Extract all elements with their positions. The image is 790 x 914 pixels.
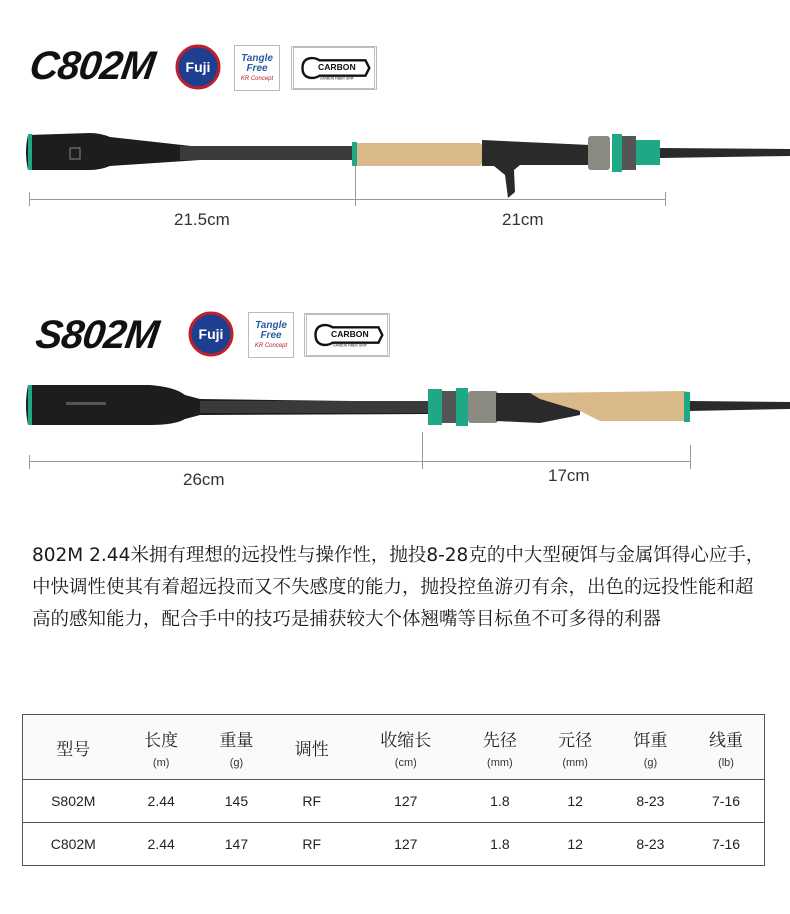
product-description: 802M 2.44米拥有理想的远投性与操作性，抛投8-28克的中大型硬饵与金属饵得心应手，中快调性使其有着超远投而又不失感度的能力，抛投控鱼游刃有余，出色的远投性能和超高的感知能力，配合手中的技巧是捕获较大个体翘嘴等目标鱼不可多得的利器 bbox=[32, 545, 765, 630]
table-cell: S802M bbox=[23, 780, 124, 823]
table-cell: 127 bbox=[349, 780, 462, 823]
tangle-line2: Free bbox=[246, 63, 268, 74]
header-length: 长度 (m) bbox=[124, 715, 199, 780]
carbon-sub: CARBON FIBER GRIP bbox=[319, 76, 354, 81]
header-tip-diameter: 先径 (mm) bbox=[462, 715, 537, 780]
table-cell: 145 bbox=[199, 780, 274, 823]
casting-dim-left: 21.5cm bbox=[174, 210, 230, 229]
spinning-dim-right: 17cm bbox=[548, 466, 590, 485]
casting-model-title: C802M bbox=[26, 44, 158, 88]
spec-table bbox=[22, 714, 765, 866]
tangle-line1: Tangle bbox=[241, 53, 273, 64]
table-cell: 7-16 bbox=[688, 780, 764, 823]
table-cell: 8-23 bbox=[613, 780, 688, 823]
carbon-grip-badge bbox=[291, 46, 377, 90]
fuji-logo-text: Fuji bbox=[198, 326, 224, 342]
carbon-title: CARBON bbox=[331, 328, 369, 339]
header-butt-diameter: 元径 (mm) bbox=[538, 715, 613, 780]
spinning-model-title: S802M bbox=[32, 313, 161, 357]
tangle-free-badge bbox=[248, 312, 294, 358]
spinning-rod-image bbox=[0, 375, 790, 455]
table-cell: 2.44 bbox=[124, 780, 199, 823]
casting-dim-right: 21cm bbox=[502, 210, 544, 229]
header-action: 调性 bbox=[274, 715, 349, 780]
table-cell: 8-23 bbox=[613, 823, 688, 866]
fuji-logo bbox=[175, 44, 221, 90]
carbon-title: CARBON bbox=[318, 61, 356, 72]
casting-rod-image bbox=[0, 120, 790, 320]
spec-table-header bbox=[23, 715, 765, 780]
header-closed-length: 收缩长 (cm) bbox=[349, 715, 462, 780]
table-cell: 7-16 bbox=[688, 823, 764, 866]
fuji-logo bbox=[188, 311, 234, 357]
table-cell: 12 bbox=[538, 823, 613, 866]
header-weight: 重量 (g) bbox=[199, 715, 274, 780]
header-lure-weight: 饵重 (g) bbox=[613, 715, 688, 780]
spinning-dim-left: 26cm bbox=[183, 470, 225, 489]
spinning-dim-line bbox=[29, 461, 690, 462]
table-cell: 1.8 bbox=[462, 780, 537, 823]
table-cell: 1.8 bbox=[462, 823, 537, 866]
tangle-line1: Tangle bbox=[255, 320, 287, 331]
table-cell: 12 bbox=[538, 780, 613, 823]
table-cell: 2.44 bbox=[124, 823, 199, 866]
table-row bbox=[23, 780, 765, 823]
carbon-sub: CARBON FIBER GRIP bbox=[332, 343, 367, 348]
table-cell: 127 bbox=[349, 823, 462, 866]
casting-dim-line bbox=[29, 199, 665, 200]
table-cell: RF bbox=[274, 823, 349, 866]
table-row bbox=[23, 823, 765, 866]
tangle-free-badge bbox=[234, 45, 280, 91]
carbon-grip-badge bbox=[304, 313, 390, 357]
tangle-brand: KR Concept bbox=[254, 343, 288, 349]
tangle-line2: Free bbox=[260, 330, 282, 341]
header-line-weight: 线重 (lb) bbox=[688, 715, 764, 780]
table-cell: RF bbox=[274, 780, 349, 823]
table-cell: 147 bbox=[199, 823, 274, 866]
header-model: 型号 bbox=[23, 715, 124, 780]
fuji-logo-text: Fuji bbox=[185, 59, 211, 75]
table-cell: C802M bbox=[23, 823, 124, 866]
tangle-brand: KR Concept bbox=[240, 76, 274, 82]
